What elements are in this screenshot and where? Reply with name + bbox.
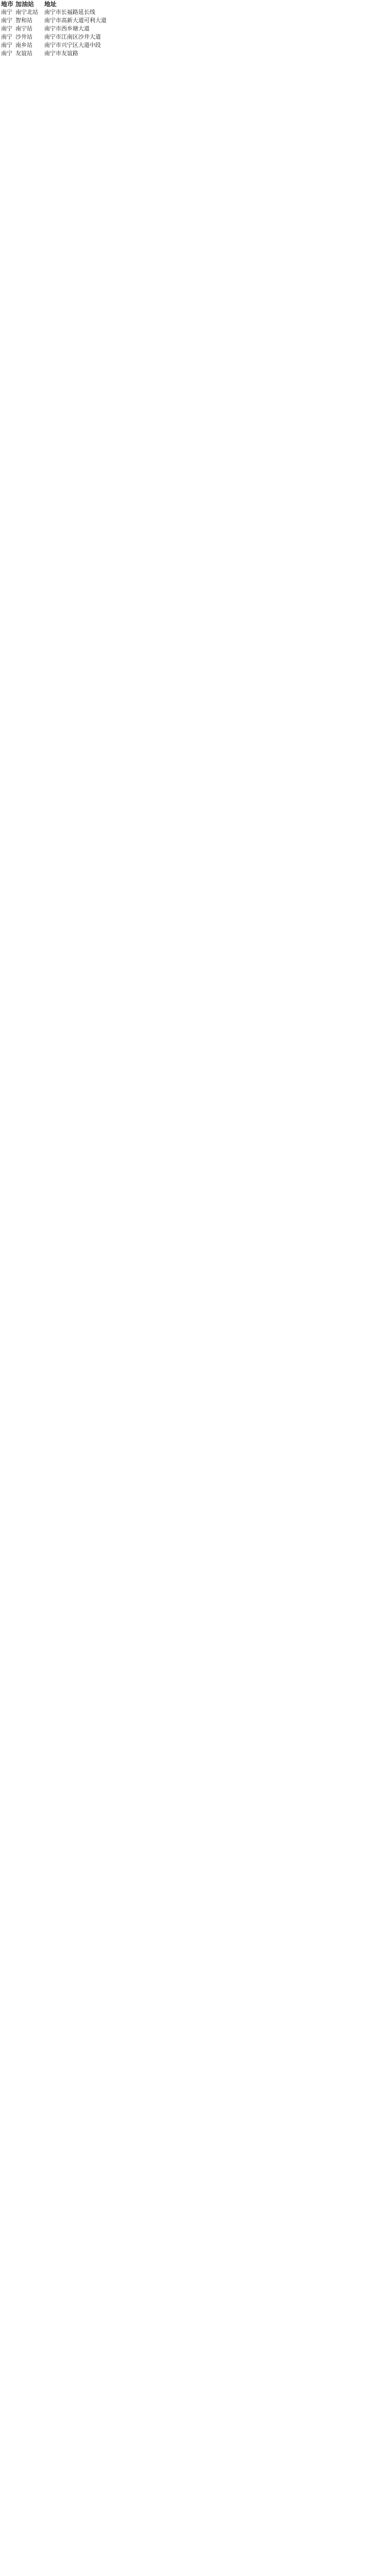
- cell-address: 南宁市西乡塘大道: [44, 25, 90, 32]
- header-city: 地市: [1, 1, 14, 8]
- cell-station: 友谊站: [15, 50, 32, 57]
- cell-station: 南宁北站: [15, 9, 38, 15]
- cell-city: 南宁: [1, 33, 12, 40]
- cell-address: 南宁市江南区沙井大道: [44, 33, 101, 40]
- table-header: [0, 0, 386, 8]
- cell-city: 南宁: [1, 25, 12, 32]
- table-row: [0, 8, 386, 16]
- table-row: [0, 16, 386, 25]
- station-table: [0, 0, 386, 58]
- table-row: [0, 41, 386, 49]
- cell-station: 沙井站: [15, 33, 32, 40]
- cell-city: 南宁: [1, 50, 12, 57]
- table-row: [0, 33, 386, 41]
- cell-station: 智和站: [15, 17, 32, 24]
- cell-city: 南宁: [1, 9, 12, 15]
- cell-city: 南宁: [1, 17, 12, 24]
- cell-address: 南宁市高新大道可利大道: [44, 17, 107, 24]
- cell-station: 南宁站: [15, 25, 32, 32]
- table-row: [0, 25, 386, 33]
- table-body: [0, 8, 386, 58]
- header-address: 地址: [44, 1, 57, 8]
- header-station: 加油站: [15, 1, 34, 8]
- cell-city: 南宁: [1, 42, 12, 48]
- cell-address: 南宁市友谊路: [44, 50, 78, 57]
- cell-station: 南乡站: [15, 42, 32, 48]
- table-row: [0, 49, 386, 58]
- cell-address: 南宁市长福路延长线: [44, 9, 95, 15]
- cell-address: 南宁市兴宁区大道中段: [44, 42, 101, 48]
